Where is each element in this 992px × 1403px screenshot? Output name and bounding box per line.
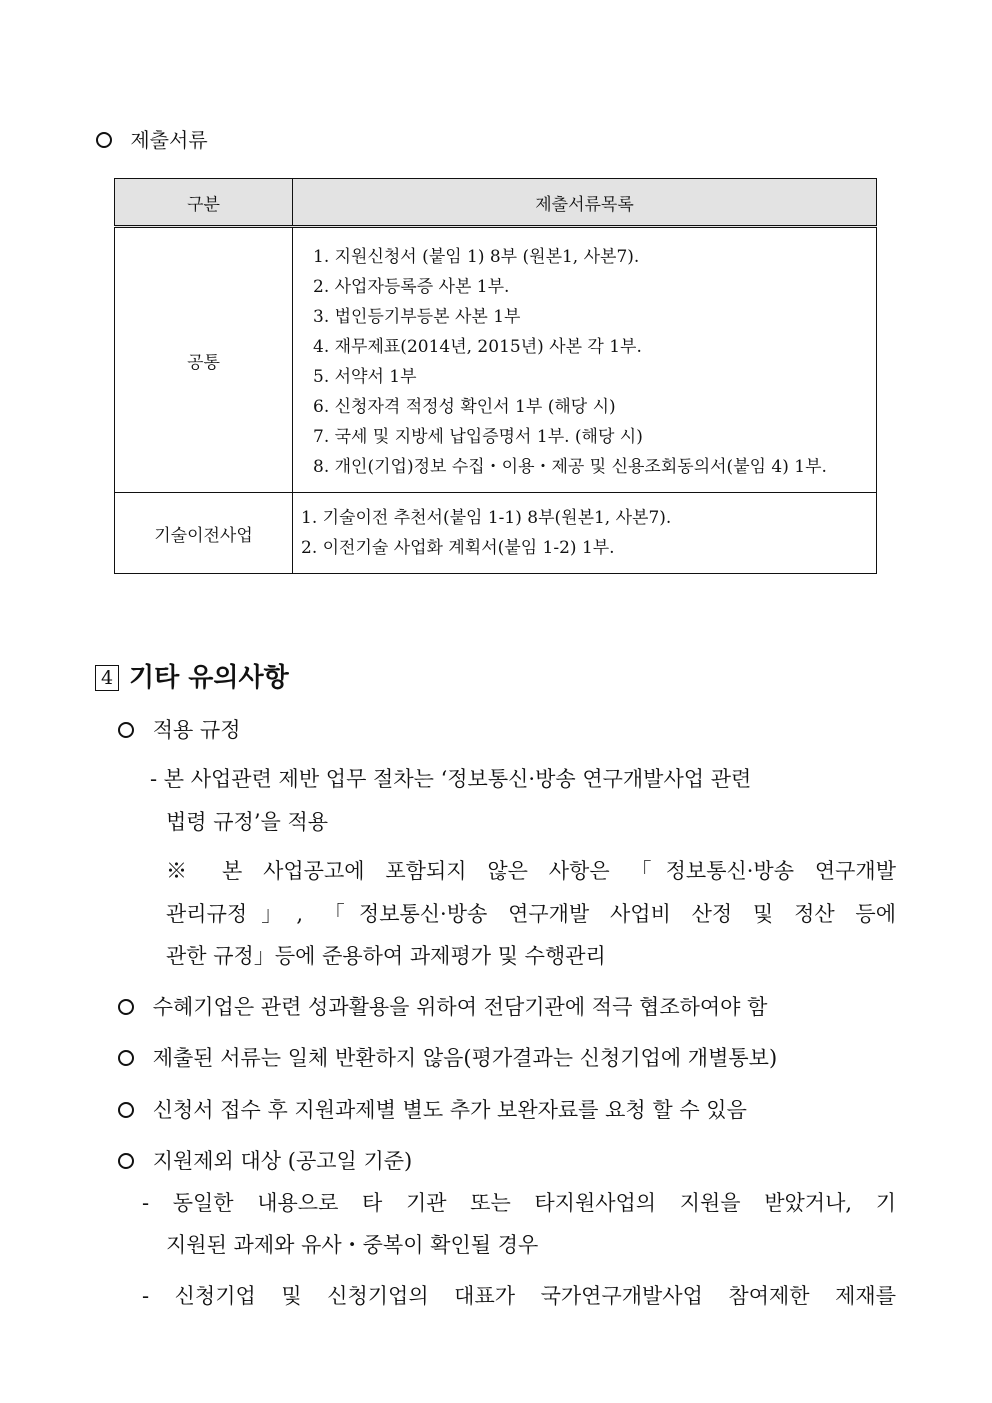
document-item: 3. 법인등기부등본 사본 1부 [313,307,521,327]
category-cell: 공통 [115,227,293,493]
bullet-applicable-rules: 적용 규정 [118,714,241,744]
document-list-cell [293,493,877,574]
document-item: 4. 재무제표(2014년, 2015년) 사본 각 1부. [313,337,642,357]
circle-bullet-icon [118,722,134,738]
bullet-cooperation: 수혜기업은 관련 성과활용을 위하여 전담기관에 적극 협조하여야 함 [118,991,767,1021]
document-item: 7. 국세 및 지방세 납입증명서 1부. (해당 시) [313,427,643,447]
table-header-row [115,179,877,227]
document-item: 1. 지원신청서 (붙임 1) 8부 (원본1, 사본7). [313,247,640,267]
table-row [115,227,877,493]
rule-dash-line-cont: 법령 규정’을 적용 [166,810,329,834]
section-number-box: 4 [95,665,119,691]
bullet-no-return: 제출된 서류는 일체 반환하지 않음(평가결과는 신청기업에 개별통보) [118,1042,777,1072]
header-document-list: 제출서류목록 [293,179,877,227]
note-line: ※ 본 사업공고에 포함되지 않은 사항은 「정보통신·방송 연구개발 [166,859,896,883]
document-item: 8. 개인(기업)정보 수집・이용・제공 및 신용조회동의서(붙임 4) 1부. [313,457,827,477]
circle-bullet-icon [118,1050,134,1066]
document-item: 2. 사업자등록증 사본 1부. [313,277,510,297]
circle-bullet-icon [118,1153,134,1169]
exclusion-line-cont: 지원된 과제와 유사・중복이 확인될 경우 [166,1233,539,1257]
exclusion-line: - 신청기업 및 신청기업의 대표가 국가연구개발사업 참여제한 제재를 [142,1284,896,1308]
section-heading-notes: 4 기타 유의사항 [95,657,289,694]
circle-bullet-icon [118,1102,134,1118]
bullet-exclusions: 지원제외 대상 (공고일 기준) [118,1145,412,1175]
header-category: 구분 [115,179,293,227]
table-row [115,493,877,574]
document-list-cell [293,227,877,493]
note-line: 관리규정」, 「정보통신·방송 연구개발 사업비 산정 및 정산 등에 [166,902,896,926]
document-item: 1. 기술이전 추천서(붙임 1-1) 8부(원본1, 사본7). [301,508,672,528]
document-item: 6. 신청자격 적정성 확인서 1부 (해당 시) [313,397,616,417]
document-item: 2. 이전기술 사업화 계획서(붙임 1-2) 1부. [301,538,615,558]
circle-bullet-icon [118,999,134,1015]
note-line: 관한 규정」등에 준용하여 과제평가 및 수행관리 [166,944,606,968]
category-cell: 기술이전사업 [115,493,293,574]
rule-dash-line: - 본 사업관련 제반 업무 절차는 ‘정보통신·방송 연구개발사업 관련 [150,767,752,791]
section-title-documents: 제출서류 [96,124,208,153]
bullet-additional-docs: 신청서 접수 후 지원과제별 별도 추가 보완자료를 요청 할 수 있음 [118,1094,747,1124]
document-item: 5. 서약서 1부 [313,367,417,387]
exclusion-line: - 동일한 내용으로 타 기관 또는 타지원사업의 지원을 받았거나, 기 [142,1191,896,1215]
documents-table [114,178,877,574]
circle-bullet-icon [96,132,112,148]
